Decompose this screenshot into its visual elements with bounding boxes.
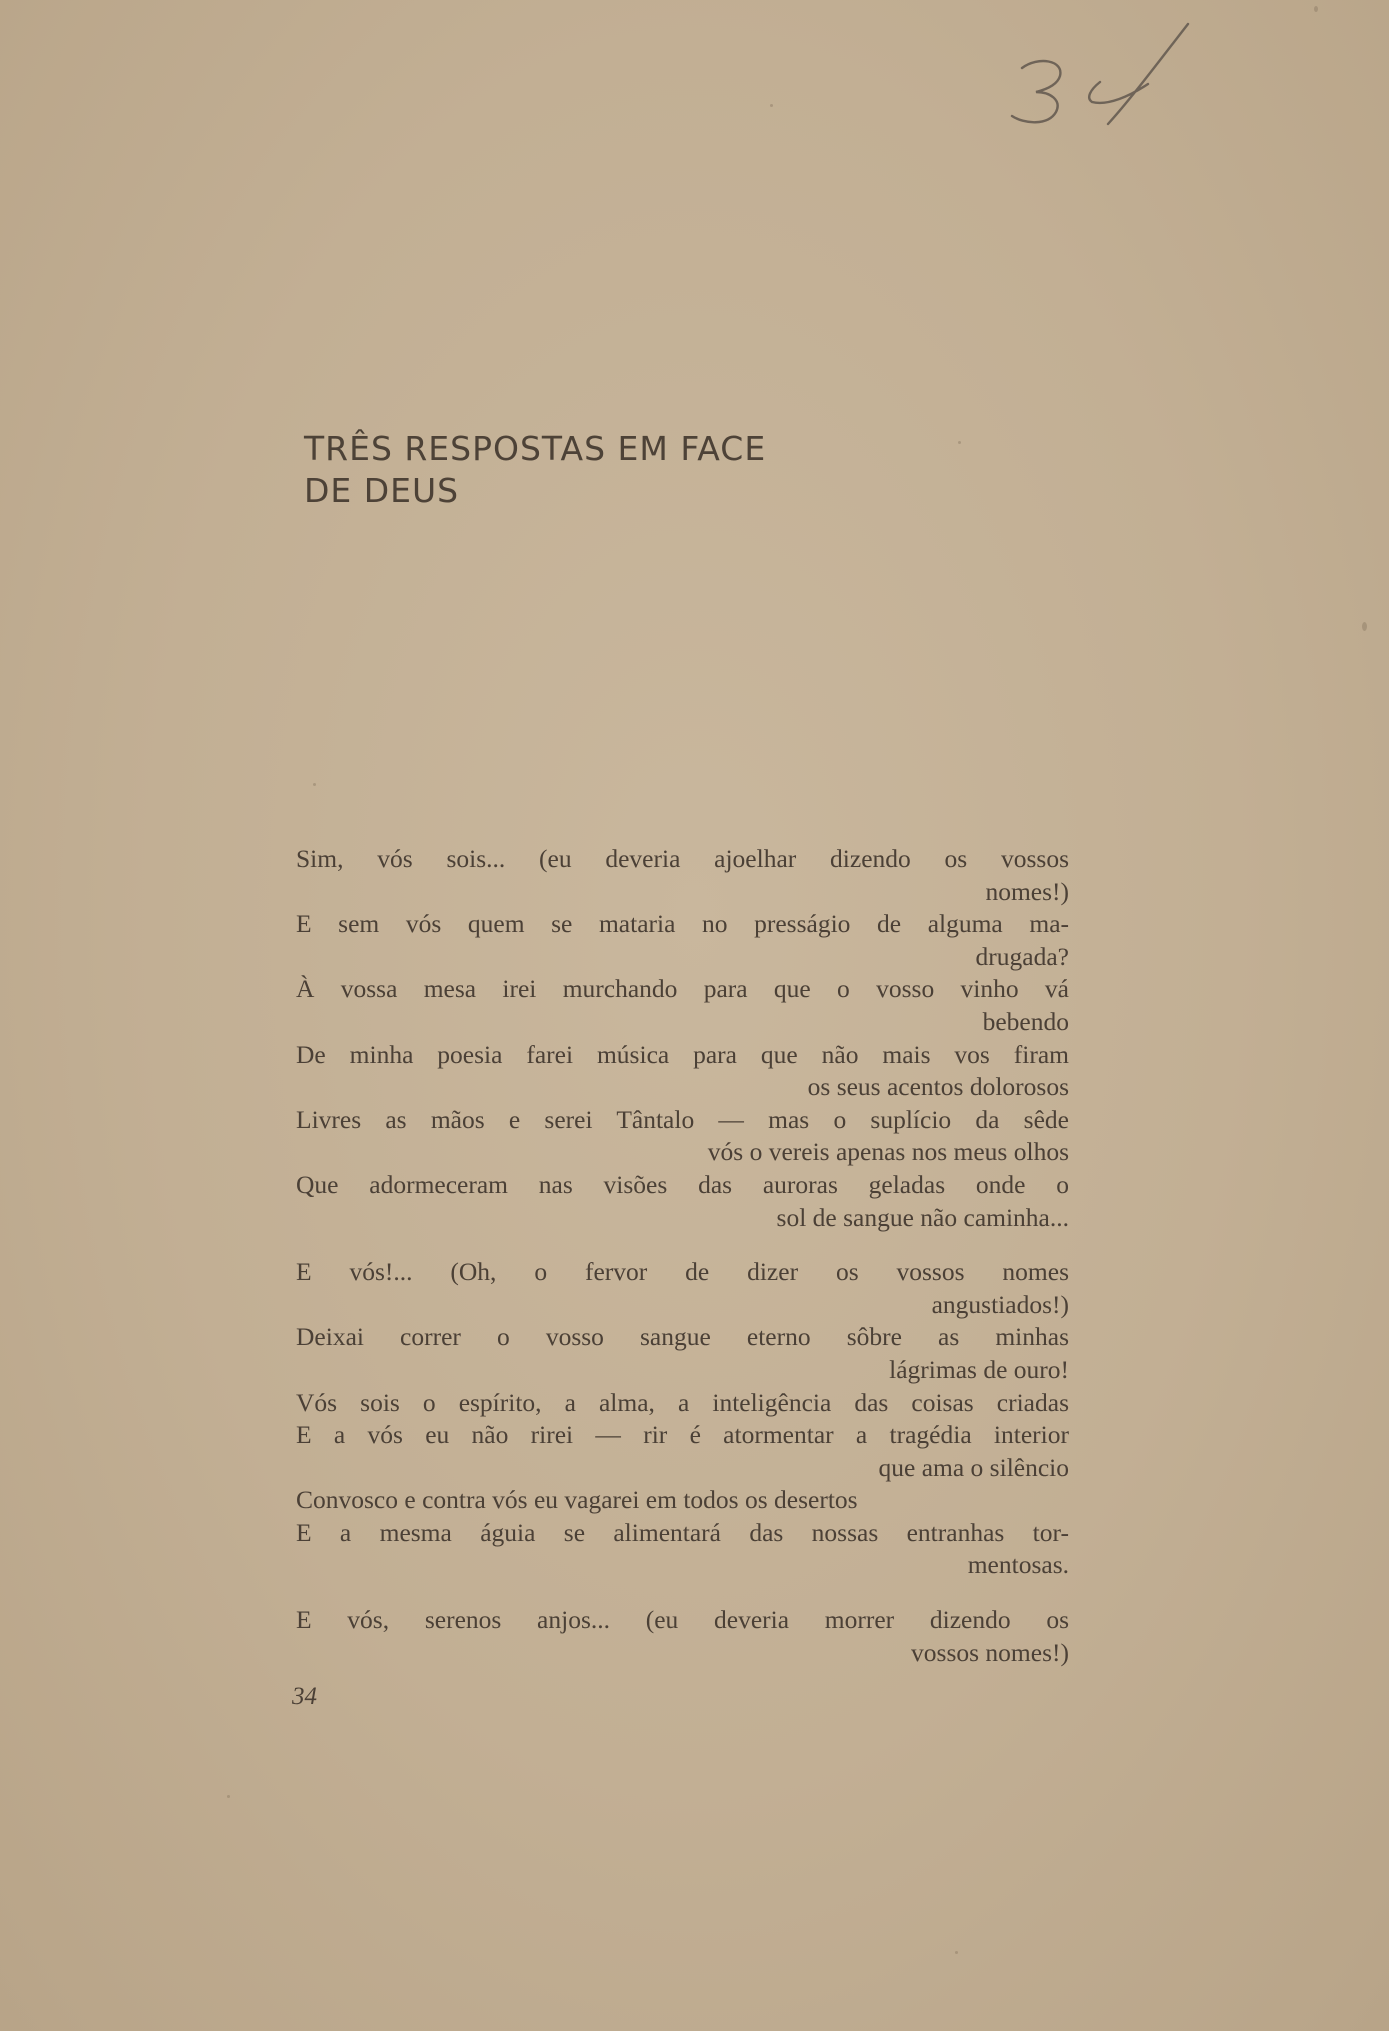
paper-speck <box>227 1795 230 1798</box>
verse-line-continuation: sol de sangue não caminha... <box>776 1202 1069 1232</box>
folio-digit-4 <box>1089 24 1188 124</box>
verse-line-text: Vós sois o espírito, a alma, a inteligência das coisas criadas <box>296 1387 1069 1417</box>
verse-line-continuation: nomes!) <box>985 876 1069 906</box>
paper-speck <box>313 783 316 786</box>
verse-line <box>296 1484 1069 1517</box>
title-line-2: DE DEUS <box>304 471 460 510</box>
verse-line-text: E a mesma águia se alimentará das nossas entranhas tor- <box>296 1517 1069 1547</box>
verse-line-text: E vós!... (Oh, o fervor de dizer os vossos nomes <box>296 1257 1069 1287</box>
paper-speck <box>955 1951 958 1954</box>
verse-line-text: Livres as mãos e serei Tântalo — mas o suplício da sêde <box>296 1104 1069 1134</box>
verse-line-text: À vossa mesa irei murchando para que o vosso vinho vá <box>296 974 1069 1004</box>
verse-line-continuation: drugada? <box>975 941 1069 971</box>
verse-line-text: De minha poesia farei música para que não mais vos firam <box>296 1039 1069 1069</box>
poem-title <box>304 428 766 512</box>
verse-line-continuation: angustiados!) <box>931 1289 1069 1319</box>
verse-line-text: Deixai correr o vosso sangue eterno sôbre as minhas <box>296 1322 1069 1352</box>
verse-line-text: E vós, serenos anjos... (eu deveria morrer dizendo os <box>296 1605 1069 1635</box>
verse-line-text: E a vós eu não rirei — rir é atormentar a tragédia interior <box>296 1420 1069 1450</box>
verse-line <box>296 1104 1069 1169</box>
verse-line <box>296 843 1069 908</box>
paper-speck <box>958 441 961 444</box>
verse-line <box>296 1256 1069 1321</box>
verse-line <box>296 1419 1069 1484</box>
verse-line <box>296 1387 1069 1420</box>
verse-line-continuation: os seus acentos dolorosos <box>807 1072 1069 1102</box>
handwritten-folio-number <box>990 20 1210 140</box>
verse-line <box>296 1321 1069 1386</box>
stanza-3 <box>296 1604 1069 1669</box>
verse-line <box>296 1169 1069 1234</box>
verse-line-text: Convosco e contra vós eu vagarei em todos os desertos <box>296 1485 858 1515</box>
verse-line <box>296 1039 1069 1104</box>
verse-line <box>296 1604 1069 1669</box>
page-number: 34 <box>292 1683 317 1710</box>
verse-line-continuation: lágrimas de ouro! <box>889 1354 1069 1384</box>
stanza-2 <box>296 1256 1069 1582</box>
verse-line <box>296 973 1069 1038</box>
verse-line-continuation: mentosas. <box>967 1550 1069 1580</box>
verse-line-text: Que adormeceram nas visões das auroras geladas onde o <box>296 1169 1069 1199</box>
poem-body <box>296 843 1069 1691</box>
verse-line-continuation: que ama o silêncio <box>878 1452 1069 1482</box>
paper-speck <box>1314 6 1318 12</box>
folio-digit-3 <box>1012 61 1060 122</box>
verse-line <box>296 1517 1069 1582</box>
title-line-1: TRÊS RESPOSTAS EM FACE <box>304 429 767 468</box>
stanza-1 <box>296 843 1069 1234</box>
verse-line-text: Sim, vós sois... (eu deveria ajoelhar dizendo os vossos <box>296 844 1069 873</box>
verse-line-continuation: vossos nomes!) <box>911 1637 1069 1667</box>
paper-speck <box>770 104 773 107</box>
verse-line <box>296 908 1069 973</box>
verse-line-text: E sem vós quem se mataria no presságio de alguma ma- <box>296 909 1069 939</box>
paper-speck <box>1362 622 1367 631</box>
verse-line-continuation: bebendo <box>982 1006 1069 1036</box>
verse-line-continuation: vós o vereis apenas nos meus olhos <box>707 1137 1069 1167</box>
